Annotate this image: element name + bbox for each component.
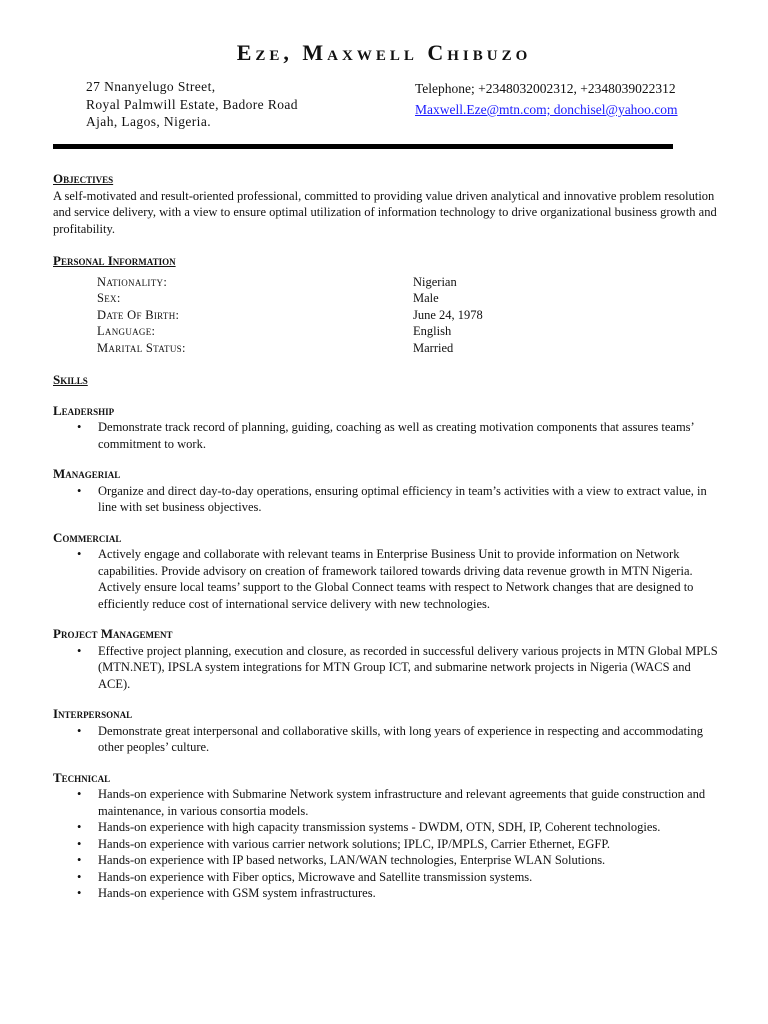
skill-list xyxy=(53,643,721,693)
personal-info-row xyxy=(97,323,721,340)
skill-group-title: Technical xyxy=(53,769,111,785)
resume-body xyxy=(53,171,721,902)
address-line: Ajah, Lagos, Nigeria. xyxy=(86,114,211,129)
skill-list xyxy=(53,786,721,902)
personal-info-row xyxy=(97,274,721,291)
list-item: • Actively engage and collaborate with relevant teams in Enterprise Business Unit to provide information on Network capabilities. Provide advisory on creation of framework tailored towards driving data revenue growth in MTN Nigeria. Actively ensure local teams’ support to the Global Connect teams with respect to Network changes that are designed to efficiently reduce cost of international service delivery with new technologies. xyxy=(98,546,721,612)
personal-info-row xyxy=(97,290,721,307)
list-item: • Hands-on experience with high capacity transmission systems - DWDM, OTN, SDH, IP, Coherent technologies. xyxy=(98,819,721,836)
personal-info-table xyxy=(97,274,721,357)
objectives-text: A self-motivated and result-oriented professional, committed to providing value driven analytical and innovative problem resolution and service delivery, with a view to ensure optimal utilization of information technology to drive organizational business growth and profitability. xyxy=(53,188,717,236)
contact-block xyxy=(415,78,678,120)
objectives-heading: Objectives xyxy=(53,171,114,186)
address-line: Royal Palmwill Estate, Badore Road xyxy=(86,96,298,112)
list-item: • Organize and direct day-to-day operations, ensuring optimal efficiency in team’s activities with a view to extract value, in line with set business objectives. xyxy=(98,483,721,516)
skill-list xyxy=(53,546,721,612)
skill-group-title: Leadership xyxy=(53,402,115,418)
list-item: • Hands-on experience with GSM system infrastructures. xyxy=(98,885,721,902)
field-label: Nationality: xyxy=(97,274,168,289)
skill-group-title: Project Management xyxy=(53,626,173,641)
personal-info-row xyxy=(97,307,721,324)
address-block xyxy=(86,78,298,131)
skill-group-title: Managerial xyxy=(53,466,121,481)
header-divider xyxy=(53,144,673,149)
personal-info-row xyxy=(97,340,721,357)
list-item: • Demonstrate track record of planning, guiding, coaching as well as creating motivation components that assures teams’ commitment to work. xyxy=(98,419,721,452)
skill-list xyxy=(53,723,721,756)
personal-info-heading: Personal Information xyxy=(53,253,176,268)
field-label: Sex: xyxy=(97,291,121,305)
field-value: English xyxy=(413,324,452,338)
field-value: Married xyxy=(413,340,454,355)
list-item: • Demonstrate great interpersonal and collaborative skills, with long years of experience in respecting and accommodating other peoples’ culture. xyxy=(98,723,721,756)
field-label: Date Of Birth: xyxy=(97,307,180,322)
field-label: Language: xyxy=(97,324,156,338)
skills-heading: Skills xyxy=(53,372,88,387)
telephone-line: Telephone; +2348032002312, +2348039022312 xyxy=(415,81,676,96)
field-value: Male xyxy=(413,291,439,305)
field-value: Nigerian xyxy=(413,274,457,289)
field-value: June 24, 1978 xyxy=(413,307,483,322)
list-item: • Effective project planning, execution and closure, as recorded in successful delivery various projects in MTN Global MPLS (MTN.NET), IPSLA system integrations for MTN Group ICT, and submarine network projects in Nigeria (WACS and ACE). xyxy=(98,643,721,693)
skill-list xyxy=(53,419,721,452)
field-label: Marital Status: xyxy=(97,340,186,355)
list-item: • Hands-on experience with Submarine Network system infrastructure and relevant agreements that guide construction and maintenance, in various consortia models. xyxy=(98,786,721,819)
skill-group-title: Interpersonal xyxy=(53,706,133,721)
list-item: • Hands-on experience with various carrier network solutions; IPLC, IP/MPLS, Carrier Ethernet, EGFP. xyxy=(98,836,721,853)
skill-group-title: Commercial xyxy=(53,529,122,545)
skill-list xyxy=(53,483,721,516)
candidate-name: Eze, Maxwell Chibuzo xyxy=(236,40,532,65)
address-line: 27 Nnanyelugo Street, xyxy=(86,79,216,94)
list-item: • Hands-on experience with IP based networks, LAN/WAN technologies, Enterprise WLAN Solutions. xyxy=(98,852,721,869)
list-item: • Hands-on experience with Fiber optics, Microwave and Satellite transmission systems. xyxy=(98,869,721,886)
email-links[interactable]: Maxwell.Eze@mtn.com; donchisel@yahoo.com xyxy=(415,102,678,117)
